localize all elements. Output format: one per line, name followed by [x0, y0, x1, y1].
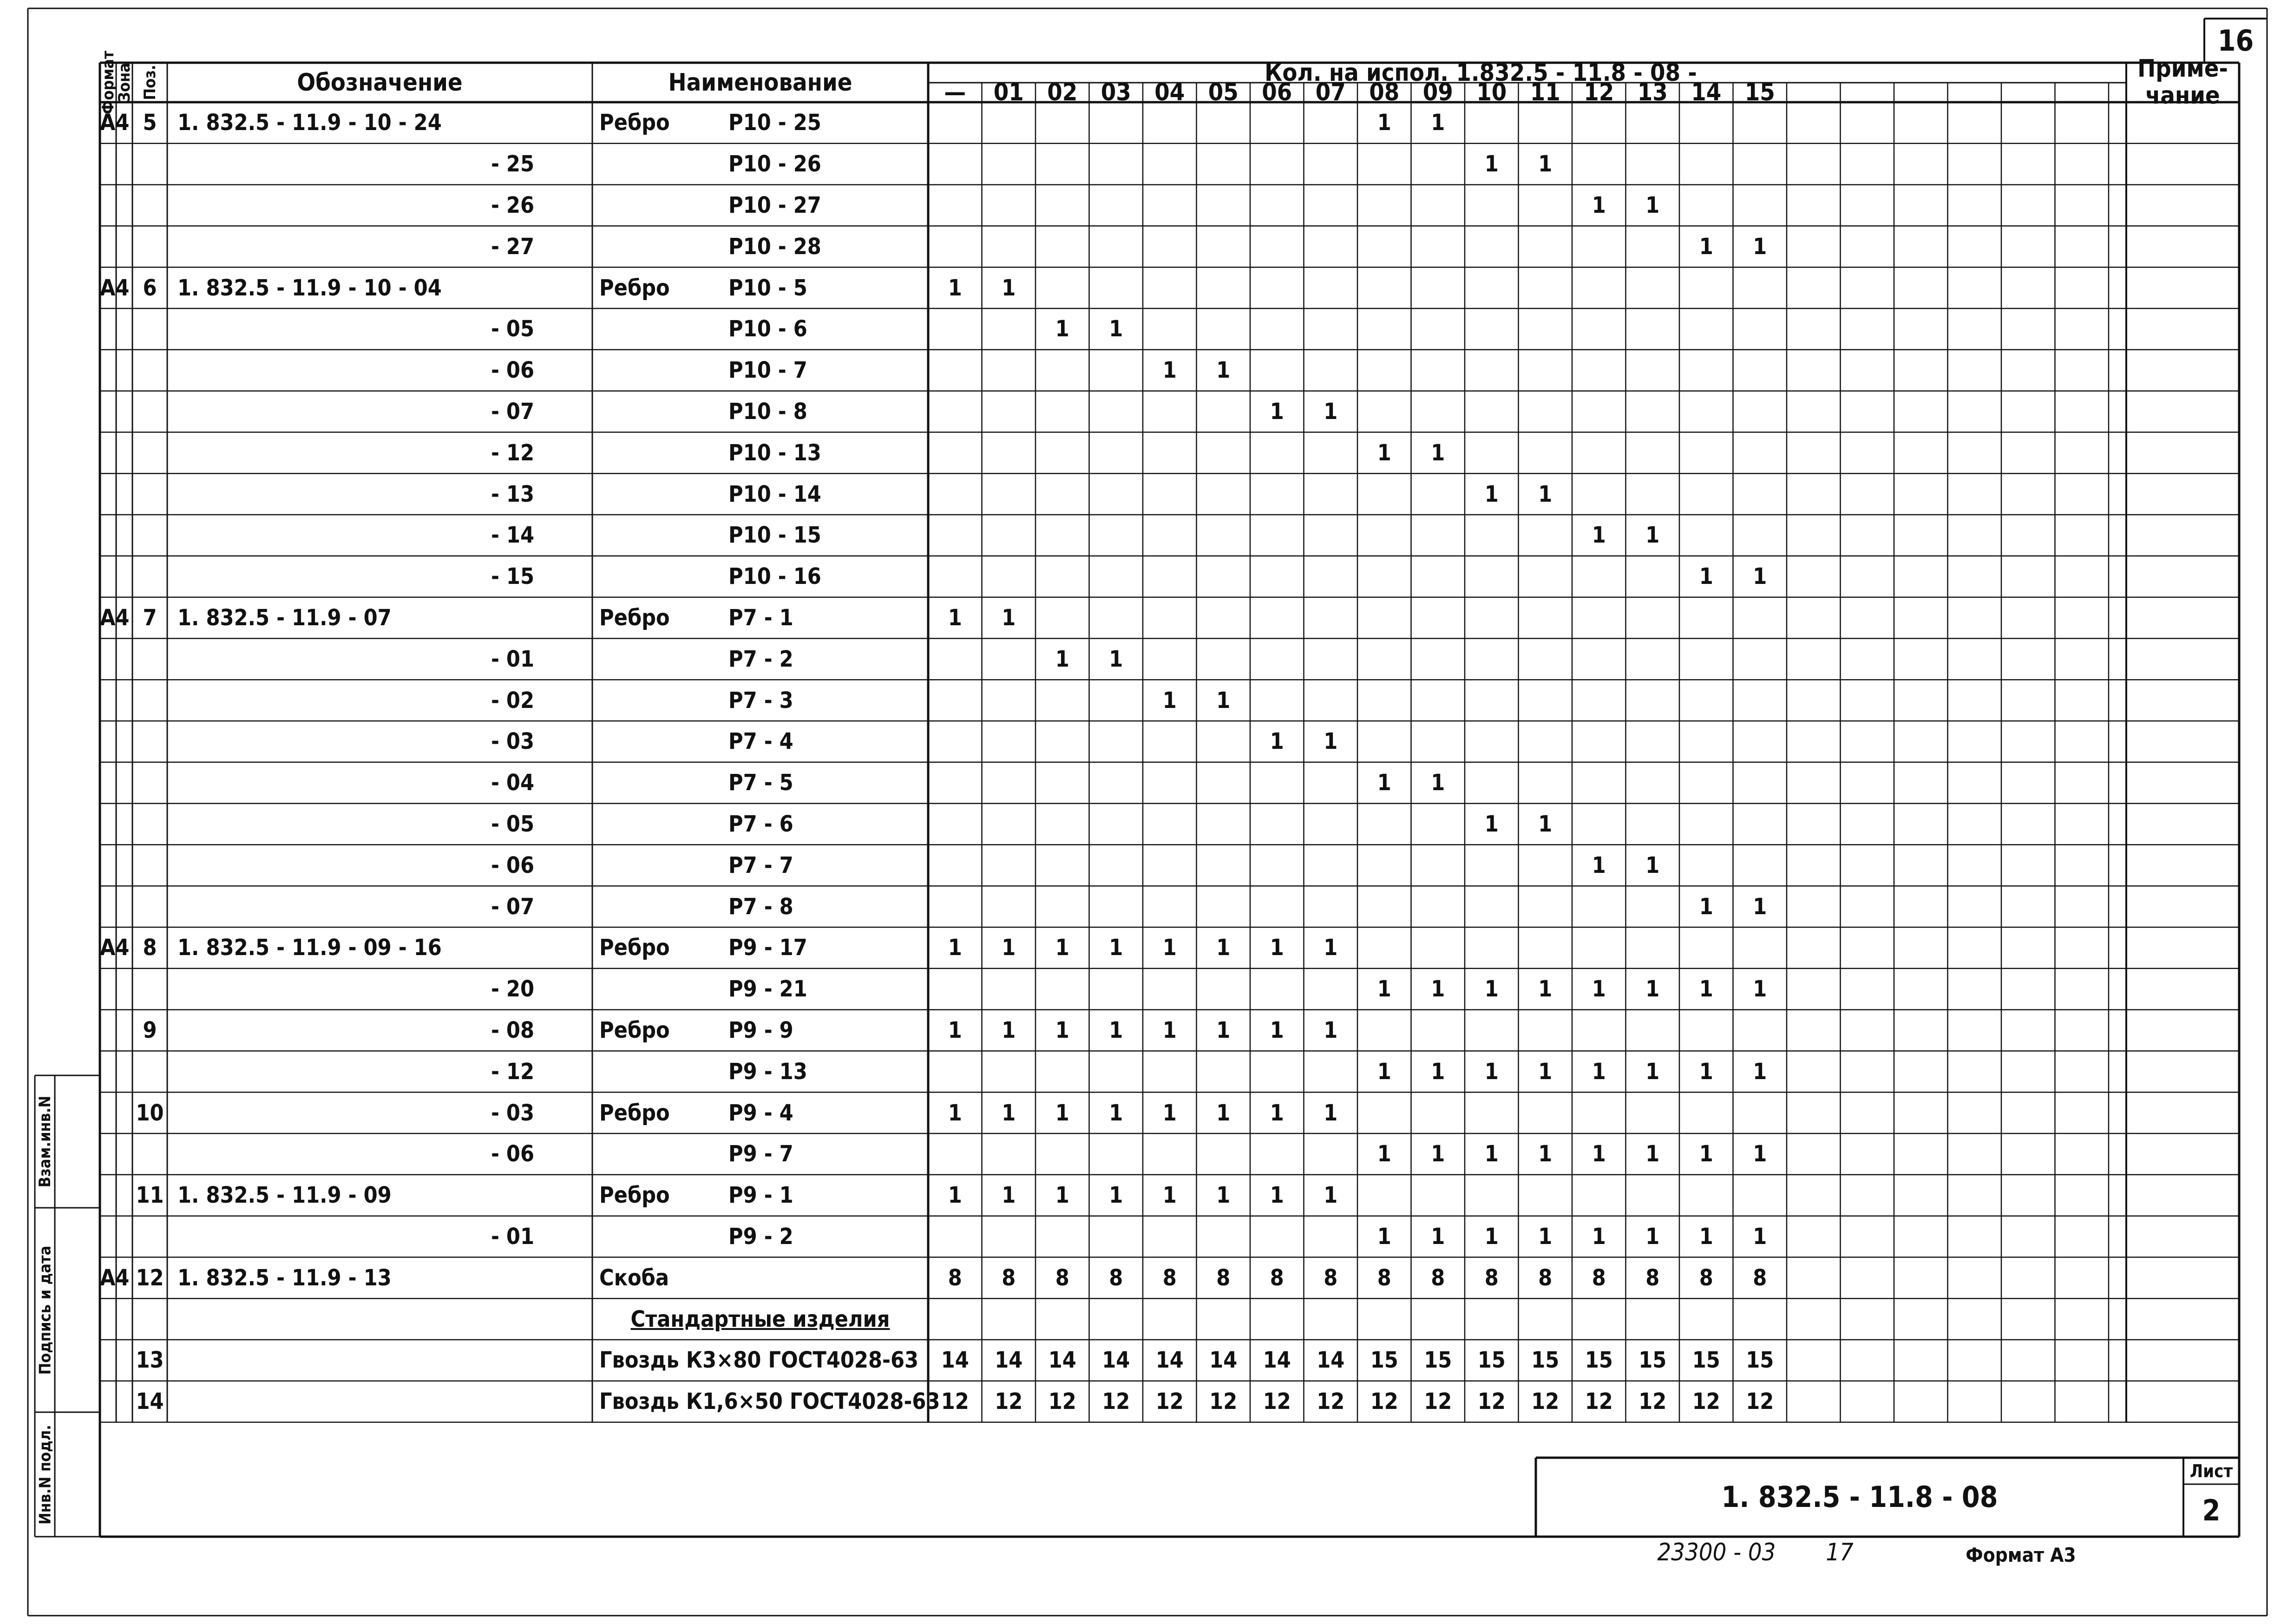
qty-cell: 1 [1484, 1223, 1499, 1250]
qty-cell: 1 [1592, 852, 1606, 878]
name-subcell: Р7 - 6 [728, 811, 793, 837]
name-subcell: Р10 - 7 [728, 357, 807, 384]
name-subcell: Р9 - 4 [728, 1100, 793, 1126]
qty-cell: 1 [1002, 604, 1016, 631]
designation-cell: - 01 [491, 1223, 534, 1250]
qty-cell: 1 [1377, 976, 1391, 1002]
designation-cell: - 07 [491, 398, 534, 425]
qty-cell: 1 [1699, 233, 1713, 260]
qty-cell: 1 [948, 935, 962, 961]
qty-cell: 1 [1538, 1058, 1553, 1085]
qty-cell: 1 [1645, 976, 1660, 1002]
qty-cell: 1 [1109, 1182, 1123, 1209]
qty-cell: 14 [995, 1347, 1023, 1374]
designation-cell: 1. 832.5 - 11.9 - 09 [177, 1182, 392, 1209]
qty-cell: 1 [1645, 192, 1660, 218]
qty-col-header: 12 [1584, 79, 1614, 106]
qty-cell: 1 [948, 1100, 962, 1126]
qty-cell: 1 [1753, 233, 1767, 260]
qty-cell: 1 [1216, 935, 1231, 961]
qty-cell: 14 [1317, 1347, 1345, 1374]
qty-cell: 1 [1002, 275, 1016, 301]
name-subcell: Р9 - 13 [728, 1058, 807, 1085]
name-subcell: Р10 - 8 [728, 398, 807, 425]
designation-cell: - 13 [491, 481, 534, 507]
qty-cell: 1 [1538, 811, 1553, 837]
qty-cell: 1 [1645, 1223, 1660, 1250]
qty-col-header: 11 [1530, 79, 1560, 106]
qty-cell: 1 [1162, 1017, 1177, 1043]
qty-cell: 1 [1002, 1100, 1016, 1126]
designation-cell: - 12 [491, 439, 534, 466]
name-subcell: Р7 - 2 [728, 646, 793, 672]
qty-col-header: 01 [993, 79, 1024, 106]
qty-col-header: 08 [1369, 79, 1400, 106]
qty-cell: 8 [1645, 1264, 1660, 1291]
qty-cell: 1 [1431, 1058, 1445, 1085]
qty-cell: 1 [1592, 1223, 1606, 1250]
designation-cell: - 05 [491, 811, 534, 837]
name-subcell: Р10 - 15 [728, 522, 821, 549]
qty-cell: 1 [1109, 646, 1123, 672]
pos-cell: 6 [143, 275, 157, 301]
qty-col-header: 15 [1744, 79, 1775, 106]
qty-cell: 1 [1592, 522, 1606, 549]
qty-cell: 1 [1484, 976, 1499, 1002]
header-note: Приме- чание [2137, 55, 2228, 110]
designation-cell: - 06 [491, 852, 534, 878]
qty-cell: 1 [1377, 1223, 1391, 1250]
qty-cell: 14 [1102, 1347, 1130, 1374]
qty-cell: 1 [1270, 1100, 1284, 1126]
qty-cell: 1 [1645, 522, 1660, 549]
designation-cell: - 03 [491, 728, 534, 755]
name-subcell: Р7 - 4 [728, 728, 793, 755]
qty-cell: 8 [1162, 1264, 1177, 1291]
qty-cell: 8 [1699, 1264, 1713, 1291]
header-format: Формат [98, 51, 118, 114]
name-subcell: Р10 - 26 [728, 151, 821, 177]
qty-cell: 1 [1753, 1058, 1767, 1085]
qty-cell: 15 [1638, 1347, 1667, 1374]
designation-cell: - 15 [491, 563, 534, 590]
footer-page: 17 [1826, 1539, 1854, 1566]
qty-cell: 1 [1753, 1141, 1767, 1167]
stamp-designation: 1. 832.5 - 11.8 - 08 [1721, 1480, 1998, 1514]
footer-format: Формат А3 [1966, 1544, 2076, 1566]
header-designation: Обозначение [297, 68, 463, 97]
designation-cell: - 01 [491, 646, 534, 672]
qty-cell: 15 [1531, 1347, 1560, 1374]
qty-cell: 1 [948, 1017, 962, 1043]
qty-col-header: 04 [1154, 79, 1185, 106]
sheet-number: 16 [2217, 23, 2254, 58]
header-qty-title: Кол. на испол. 1.832.5 - 11.8 - 08 - [1265, 59, 1697, 87]
designation-cell: - 03 [491, 1100, 534, 1126]
qty-cell: 14 [941, 1347, 969, 1374]
qty-cell: 12 [1370, 1388, 1398, 1415]
qty-cell: 12 [1317, 1388, 1345, 1415]
qty-cell: 1 [1484, 1058, 1499, 1085]
pos-cell: 10 [136, 1100, 164, 1126]
qty-cell: 12 [1102, 1388, 1130, 1415]
qty-cell: 8 [1377, 1264, 1391, 1291]
designation-cell: - 04 [491, 770, 534, 796]
qty-col-header: 03 [1101, 79, 1131, 106]
qty-cell: 1 [1324, 935, 1338, 961]
qty-col-header: 07 [1315, 79, 1346, 106]
qty-cell: 1 [1002, 1017, 1016, 1043]
name-subcell: Р10 - 25 [728, 110, 821, 136]
designation-cell: - 20 [491, 976, 534, 1002]
qty-cell: 1 [1699, 1141, 1713, 1167]
name-subcell: Р9 - 9 [728, 1017, 793, 1043]
qty-cell: 1 [1431, 770, 1445, 796]
qty-cell: 1 [1109, 1017, 1123, 1043]
qty-cell: 1 [1699, 893, 1713, 920]
qty-cell: 1 [1270, 1182, 1284, 1209]
qty-cell: 1 [1484, 811, 1499, 837]
qty-cell: 8 [1270, 1264, 1284, 1291]
qty-col-header: 14 [1691, 79, 1722, 106]
qty-cell: 1 [1055, 1182, 1069, 1209]
name-subcell: Р9 - 7 [728, 1141, 793, 1167]
qty-cell: 1 [1484, 1141, 1499, 1167]
qty-cell: 1 [1055, 1100, 1069, 1126]
qty-cell: 12 [1477, 1388, 1506, 1415]
qty-cell: 1 [1377, 110, 1391, 136]
qty-cell: 8 [1055, 1264, 1069, 1291]
qty-cell: 1 [1592, 1058, 1606, 1085]
qty-cell: 1 [1592, 192, 1606, 218]
qty-cell: 8 [1109, 1264, 1123, 1291]
qty-cell: 14 [1263, 1347, 1291, 1374]
pos-cell: 9 [143, 1017, 157, 1043]
qty-cell: 1 [1002, 935, 1016, 961]
qty-cell: 1 [1377, 1141, 1391, 1167]
pos-cell: 8 [143, 935, 157, 961]
name-cell: Ребро [599, 1100, 670, 1126]
qty-col-header: 10 [1476, 79, 1507, 106]
designation-cell: - 07 [491, 893, 534, 920]
designation-cell: - 12 [491, 1058, 534, 1085]
qty-cell: 1 [948, 275, 962, 301]
qty-cell: 1 [1324, 1100, 1338, 1126]
qty-cell: 14 [1155, 1347, 1184, 1374]
designation-cell: - 25 [491, 151, 534, 177]
stamp-sheet-value: 2 [2202, 1493, 2221, 1527]
qty-cell: 1 [1002, 1182, 1016, 1209]
pos-cell: 7 [143, 604, 157, 631]
qty-cell: 1 [1699, 563, 1713, 590]
qty-cell: 1 [1270, 728, 1284, 755]
qty-cell: 12 [1424, 1388, 1452, 1415]
qty-cell: 1 [1162, 357, 1177, 384]
name-cell: Ребро [599, 604, 670, 631]
qty-cell: 1 [1699, 976, 1713, 1002]
qty-cell: 1 [1324, 1182, 1338, 1209]
name-subcell: Р9 - 2 [728, 1223, 793, 1250]
designation-cell: - 14 [491, 522, 534, 549]
qty-cell: 1 [1109, 1100, 1123, 1126]
qty-cell: 12 [1585, 1388, 1613, 1415]
designation-cell: 1. 832.5 - 11.9 - 07 [177, 604, 392, 631]
name-subcell: Р7 - 3 [728, 687, 793, 714]
qty-cell: 8 [1002, 1264, 1016, 1291]
pos-cell: 5 [143, 110, 157, 136]
qty-cell: 1 [1270, 398, 1284, 425]
qty-cell: 12 [1263, 1388, 1291, 1415]
qty-cell: 15 [1424, 1347, 1452, 1374]
format-cell: А4 [100, 1264, 130, 1291]
qty-cell: 12 [1048, 1388, 1076, 1415]
qty-cell: 12 [1155, 1388, 1184, 1415]
format-cell: А4 [100, 935, 130, 961]
name-cell: Гвоздь К3×80 ГОСТ4028-63 [599, 1347, 919, 1374]
format-cell: А4 [100, 604, 130, 631]
qty-cell: 1 [1645, 852, 1660, 878]
name-cell: Ребро [599, 1017, 670, 1043]
qty-cell: 14 [1048, 1347, 1076, 1374]
qty-col-header: — [944, 79, 966, 106]
name-subcell: Р10 - 6 [728, 316, 807, 342]
qty-cell: 1 [1538, 1141, 1553, 1167]
name-cell: Ребро [599, 935, 670, 961]
name-cell: Скоба [599, 1264, 669, 1291]
qty-cell: 1 [1753, 976, 1767, 1002]
qty-cell: 1 [1484, 151, 1499, 177]
qty-cell: 1 [1699, 1058, 1713, 1085]
format-cell: А4 [100, 275, 130, 301]
qty-cell: 14 [1209, 1347, 1238, 1374]
stamp-sheet-label: Лист [2189, 1460, 2233, 1481]
qty-cell: 1 [1753, 1223, 1767, 1250]
designation-cell: 1. 832.5 - 11.9 - 10 - 04 [177, 275, 442, 301]
qty-cell: 1 [1431, 110, 1445, 136]
qty-cell: 1 [1377, 439, 1391, 466]
qty-cell: 1 [1484, 481, 1499, 507]
qty-cell: 8 [1216, 1264, 1231, 1291]
qty-cell: 1 [1109, 935, 1123, 961]
qty-cell: 1 [1162, 1100, 1177, 1126]
side-label: Взам.инв.N [35, 1095, 54, 1188]
qty-cell: 12 [941, 1388, 969, 1415]
name-subcell: Р7 - 1 [728, 604, 793, 631]
name-subcell: Р10 - 27 [728, 192, 821, 218]
designation-cell: 1. 832.5 - 11.9 - 09 - 16 [177, 935, 442, 961]
footer-number: 23300 - 03 [1657, 1539, 1776, 1566]
pos-cell: 14 [136, 1388, 164, 1415]
qty-cell: 1 [1270, 1017, 1284, 1043]
name-cell: Ребро [599, 110, 670, 136]
section-title: Стандартные изделия [630, 1306, 890, 1332]
qty-cell: 1 [1324, 1017, 1338, 1043]
format-cell: А4 [100, 110, 130, 136]
qty-cell: 1 [1538, 976, 1553, 1002]
qty-cell: 8 [1592, 1264, 1606, 1291]
qty-cell: 1 [1431, 1223, 1445, 1250]
qty-cell: 1 [1055, 646, 1069, 672]
qty-cell: 1 [1324, 398, 1338, 425]
qty-cell: 8 [948, 1264, 962, 1291]
name-subcell: Р10 - 14 [728, 481, 821, 507]
name-cell: Ребро [599, 1182, 670, 1209]
qty-cell: 1 [1216, 357, 1231, 384]
qty-cell: 1 [1538, 481, 1553, 507]
header-pos: Поз. [140, 65, 159, 100]
name-cell: Гвоздь К1,6×50 ГОСТ4028-63 [599, 1388, 940, 1415]
name-subcell: Р7 - 8 [728, 893, 793, 920]
qty-cell: 1 [1431, 1141, 1445, 1167]
name-subcell: Р7 - 7 [728, 852, 793, 878]
designation-cell: - 05 [491, 316, 534, 342]
pos-cell: 12 [136, 1264, 164, 1291]
qty-cell: 1 [1216, 1017, 1231, 1043]
side-label: Подпись и дата [35, 1245, 54, 1375]
name-subcell: Р10 - 13 [728, 439, 821, 466]
qty-cell: 1 [1592, 976, 1606, 1002]
qty-cell: 1 [1216, 687, 1231, 714]
qty-cell: 1 [1538, 1223, 1553, 1250]
name-cell: Ребро [599, 275, 670, 301]
designation-cell: 1. 832.5 - 11.9 - 10 - 24 [177, 110, 442, 136]
name-subcell: Р9 - 17 [728, 935, 807, 961]
qty-col-header: 05 [1208, 79, 1239, 106]
qty-col-header: 09 [1422, 79, 1453, 106]
qty-cell: 1 [1055, 1017, 1069, 1043]
name-subcell: Р10 - 16 [728, 563, 821, 590]
qty-col-header: 02 [1047, 79, 1078, 106]
qty-cell: 1 [1431, 976, 1445, 1002]
qty-cell: 1 [1324, 728, 1338, 755]
qty-col-header: 06 [1262, 79, 1292, 106]
qty-cell: 15 [1370, 1347, 1398, 1374]
qty-cell: 1 [1538, 151, 1553, 177]
qty-cell: 1 [1377, 770, 1391, 796]
qty-cell: 1 [1753, 563, 1767, 590]
qty-cell: 1 [1592, 1141, 1606, 1167]
qty-cell: 1 [1699, 1223, 1713, 1250]
pos-cell: 11 [136, 1182, 164, 1209]
qty-cell: 1 [948, 1182, 962, 1209]
designation-cell: - 08 [491, 1017, 534, 1043]
qty-cell: 8 [1431, 1264, 1445, 1291]
qty-cell: 8 [1484, 1264, 1499, 1291]
designation-cell: - 27 [491, 233, 534, 260]
header-zone: Зона [115, 63, 134, 102]
qty-cell: 1 [1055, 316, 1069, 342]
qty-cell: 8 [1324, 1264, 1338, 1291]
qty-cell: 1 [1270, 935, 1284, 961]
qty-cell: 1 [1431, 439, 1445, 466]
name-subcell: Р10 - 5 [728, 275, 807, 301]
qty-cell: 1 [1377, 1058, 1391, 1085]
qty-cell: 12 [1638, 1388, 1667, 1415]
designation-cell: - 02 [491, 687, 534, 714]
designation-cell: - 26 [491, 192, 534, 218]
side-label: Инв.N подл. [35, 1424, 54, 1525]
qty-cell: 12 [1531, 1388, 1560, 1415]
name-subcell: Р7 - 5 [728, 770, 793, 796]
qty-cell: 1 [1055, 935, 1069, 961]
pos-cell: 13 [136, 1347, 164, 1374]
qty-cell: 1 [1162, 687, 1177, 714]
qty-cell: 12 [1692, 1388, 1720, 1415]
qty-cell: 8 [1538, 1264, 1553, 1291]
qty-cell: 1 [1162, 935, 1177, 961]
header-name: Наименование [668, 68, 852, 97]
qty-cell: 15 [1746, 1347, 1774, 1374]
designation-cell: 1. 832.5 - 11.9 - 13 [177, 1264, 392, 1291]
name-subcell: Р9 - 1 [728, 1182, 793, 1209]
qty-cell: 15 [1692, 1347, 1720, 1374]
name-subcell: Р10 - 28 [728, 233, 821, 260]
qty-cell: 1 [948, 604, 962, 631]
qty-cell: 12 [1746, 1388, 1774, 1415]
qty-cell: 15 [1585, 1347, 1613, 1374]
qty-cell: 1 [1109, 316, 1123, 342]
qty-col-header: 13 [1637, 79, 1668, 106]
qty-cell: 15 [1477, 1347, 1506, 1374]
qty-cell: 1 [1645, 1141, 1660, 1167]
qty-cell: 1 [1753, 893, 1767, 920]
name-subcell: Р9 - 21 [728, 976, 807, 1002]
designation-cell: - 06 [491, 357, 534, 384]
designation-cell: - 06 [491, 1141, 534, 1167]
qty-cell: 1 [1645, 1058, 1660, 1085]
qty-cell: 12 [1209, 1388, 1238, 1415]
qty-cell: 12 [995, 1388, 1023, 1415]
qty-cell: 1 [1216, 1100, 1231, 1126]
qty-cell: 8 [1753, 1264, 1767, 1291]
qty-cell: 1 [1216, 1182, 1231, 1209]
qty-cell: 1 [1162, 1182, 1177, 1209]
